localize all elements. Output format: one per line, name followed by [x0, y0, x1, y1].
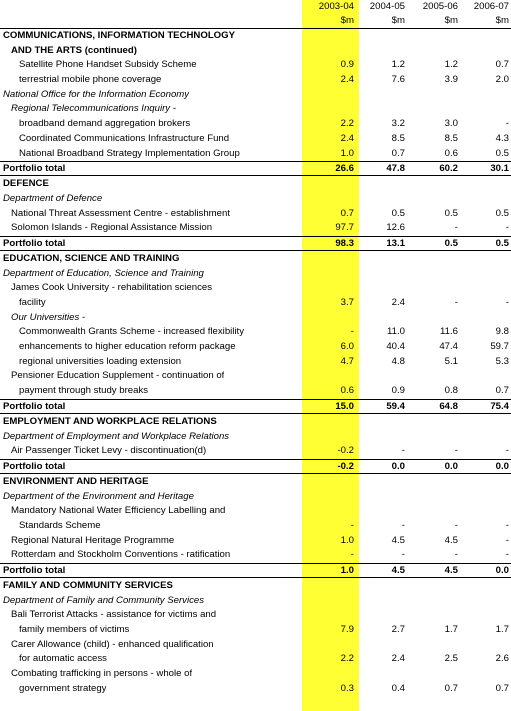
cell-2006-07: 59.7 [490, 341, 509, 353]
cell-2005-06: 3.9 [444, 74, 458, 86]
cell-2006-07: 0.0 [495, 565, 509, 576]
unit-row [0, 14, 511, 29]
section-heading-row [0, 475, 511, 490]
cell-2006-07: 1.7 [495, 624, 509, 636]
department-row [0, 311, 511, 326]
cell-2004-05: - [401, 549, 405, 561]
table-row [0, 623, 511, 638]
row-label: terrestrial mobile phone coverage [19, 74, 162, 86]
cell-2005-06: 0.6 [444, 147, 458, 159]
cell-2004-05: 0.4 [391, 682, 405, 694]
row-label: Regional Natural Heritage Programme [11, 534, 175, 546]
row-label: Portfolio total [3, 163, 66, 175]
cell-2004-05: 40.4 [386, 341, 405, 353]
table-row [0, 73, 511, 88]
department-row [0, 88, 511, 103]
department-row [0, 267, 511, 282]
unit-label: $m [340, 15, 354, 26]
row-label: Portfolio total [3, 237, 66, 249]
cell-2006-07: - [505, 445, 509, 457]
cell-2004-05: 0.5 [391, 207, 405, 219]
cell-2004-05: 47.8 [386, 163, 405, 175]
table-row [0, 548, 511, 563]
unit-label: $m [391, 15, 405, 26]
cell-2005-06: - [454, 519, 458, 531]
cell-2005-06: 60.2 [439, 163, 458, 175]
row-label: for automatic access [19, 653, 107, 665]
row-label: Mandatory National Water Efficiency Labelling and [11, 505, 226, 517]
cell-2003-04: - [350, 549, 354, 561]
cell-2004-05: 0.7 [391, 147, 405, 159]
row-label: Department of Education, Science and Training [3, 267, 204, 279]
row-label: Air Passenger Ticket Levy - discontinuation(d) [11, 445, 207, 457]
cell-2006-07: 0.5 [495, 237, 509, 249]
row-label: Portfolio total [3, 400, 66, 412]
table-row [0, 384, 511, 399]
cell-2003-04: 0.6 [340, 385, 354, 397]
row-label: COMMUNICATIONS, INFORMATION TECHNOLOGY [3, 30, 236, 41]
cell-2005-06: - [454, 549, 458, 561]
cell-2006-07: 9.8 [495, 326, 509, 338]
table-row [0, 281, 511, 296]
cell-2006-07: 0.7 [495, 59, 509, 71]
cell-2005-06: 8.5 [444, 132, 458, 144]
table-row [0, 369, 511, 384]
row-label: Department of Employment and Workplace Relations [3, 430, 230, 442]
row-label: Carer Allowance (child) - enhanced qualification [11, 638, 214, 650]
column-header: 2004-05 [369, 1, 405, 12]
cell-2004-05: 2.7 [391, 624, 405, 636]
table-row [0, 147, 511, 162]
cell-2003-04: 0.9 [340, 59, 354, 71]
cell-2003-04: 3.7 [340, 297, 354, 308]
cell-2004-05: 8.5 [391, 132, 405, 144]
unit-label: $m [444, 15, 458, 26]
row-label: Pensioner Education Supplement - continuation of [11, 370, 225, 382]
section-heading-row [0, 29, 511, 44]
cell-2003-04: 26.6 [335, 163, 354, 175]
table-row [0, 444, 511, 459]
table-row [0, 519, 511, 534]
row-label: Department of Family and Community Services [3, 594, 205, 606]
unit-label: $m [495, 15, 509, 26]
cell-2004-05: 0.9 [391, 385, 405, 397]
cell-2004-05: - [401, 519, 405, 531]
cell-2004-05: 7.6 [391, 74, 405, 86]
cell-2003-04: 15.0 [335, 400, 354, 412]
cell-2005-06: 0.5 [444, 237, 458, 249]
cell-2006-07: - [505, 297, 509, 308]
table-row [0, 117, 511, 132]
cell-2004-05: 4.5 [391, 534, 405, 546]
cell-2006-07: 30.1 [490, 163, 509, 175]
row-label: Rotterdam and Stockholm Conventions - ratification [11, 549, 231, 561]
row-label: enhancements to higher education reform package [19, 341, 236, 353]
cell-2006-07: 0.0 [495, 460, 509, 472]
cell-2005-06: 4.5 [444, 534, 458, 546]
row-label: regional universities loading extension [19, 355, 182, 367]
cell-2005-06: - [454, 222, 458, 234]
cell-2005-06: - [454, 297, 458, 308]
table-row [0, 58, 511, 73]
section-heading-row [0, 415, 511, 430]
cell-2005-06: 3.0 [444, 118, 458, 130]
cell-2004-05: 4.5 [391, 565, 405, 576]
cell-2003-04: 2.4 [340, 74, 354, 86]
cell-2005-06: 11.6 [440, 326, 458, 338]
cell-2004-05: 2.4 [391, 653, 405, 665]
cell-2003-04: 2.2 [340, 118, 354, 130]
table-row [0, 296, 511, 311]
row-label: DEFENCE [3, 178, 49, 190]
table-row [0, 355, 511, 370]
table-body [0, 29, 511, 697]
cell-2005-06: 0.8 [444, 385, 458, 397]
cell-2003-04: 98.3 [335, 237, 354, 249]
cell-2003-04: 7.9 [340, 624, 354, 636]
cell-2004-05: 0.0 [391, 460, 405, 472]
row-label: payment through study breaks [19, 385, 149, 397]
cell-2005-06: 5.1 [444, 355, 458, 367]
cell-2006-07: 2.0 [495, 74, 509, 86]
table-row [0, 132, 511, 147]
section-heading-row [0, 44, 511, 59]
cell-2005-06: 1.7 [444, 624, 458, 636]
cell-2003-04: 0.3 [340, 682, 354, 694]
cell-2003-04: -0.2 [337, 460, 354, 472]
cell-2003-04: - [350, 519, 354, 531]
cell-2006-07: 75.4 [490, 400, 509, 412]
cell-2006-07: 2.6 [495, 653, 509, 665]
cell-2003-04: 6.0 [340, 341, 354, 353]
cell-2003-04: 0.7 [340, 207, 354, 219]
row-label: Regional Telecommunications Inquiry - [11, 103, 176, 115]
cell-2003-04: 97.7 [335, 222, 354, 234]
row-label: Commonwealth Grants Scheme - increased flexibility [19, 326, 245, 338]
table-row [0, 652, 511, 667]
row-label: James Cook University - rehabilitation sciences [11, 282, 213, 294]
cell-2006-07: 5.3 [495, 355, 509, 367]
row-label: Combating trafficking in persons - whole of [11, 668, 193, 680]
section-heading-row [0, 177, 511, 192]
cell-2006-07: 0.7 [495, 385, 509, 397]
cell-2005-06: 2.5 [444, 653, 458, 665]
cell-2004-05: 59.4 [386, 400, 405, 412]
row-label: facility [19, 297, 46, 308]
column-header: 2003-04 [318, 1, 354, 12]
cell-2004-05: 1.2 [391, 59, 405, 71]
portfolio-total-row [0, 459, 511, 474]
row-label: Standards Scheme [19, 519, 101, 531]
table-row [0, 534, 511, 549]
cell-2004-05: 11.0 [387, 326, 405, 338]
row-label: Department of Defence [3, 192, 103, 204]
cell-2006-07: - [505, 222, 509, 234]
table-row [0, 325, 511, 340]
portfolio-total-row [0, 563, 511, 578]
row-label: Coordinated Communications Infrastructure Fund [19, 132, 230, 144]
row-label: National Broadband Strategy Implementation Group [19, 147, 240, 159]
cell-2005-06: 64.8 [439, 400, 458, 412]
cell-2005-06: 4.5 [444, 565, 458, 576]
table-row [0, 682, 511, 697]
cell-2005-06: 0.0 [444, 460, 458, 472]
portfolio-total-row [0, 236, 511, 251]
row-label: Portfolio total [3, 460, 66, 472]
department-row [0, 490, 511, 505]
row-label: EMPLOYMENT AND WORKPLACE RELATIONS [3, 415, 217, 427]
cell-2004-05: 3.2 [391, 118, 405, 130]
cell-2006-07: - [505, 549, 509, 561]
table-row [0, 340, 511, 355]
cell-2003-04: 2.2 [340, 653, 354, 665]
row-label: Our Universities - [11, 311, 86, 323]
row-label: National Threat Assessment Centre - establishment [11, 207, 230, 219]
cell-2003-04: 2.4 [340, 132, 354, 144]
cell-2006-07: - [505, 118, 509, 130]
cell-2006-07: 0.5 [495, 147, 509, 159]
table-row [0, 667, 511, 682]
row-label: ENVIRONMENT AND HERITAGE [3, 475, 149, 487]
row-label: AND THE ARTS (continued) [11, 44, 137, 56]
row-label: broadband demand aggregation brokers [19, 118, 191, 130]
cell-2004-05: 2.4 [391, 297, 405, 308]
cell-2005-06: 0.5 [444, 207, 458, 219]
table-row [0, 207, 511, 222]
row-label: EDUCATION, SCIENCE AND TRAINING [3, 252, 180, 264]
cell-2004-05: 13.1 [386, 237, 405, 249]
column-header: 2005-06 [422, 1, 458, 12]
cell-2003-04: - [350, 326, 354, 338]
cell-2006-07: - [505, 534, 509, 546]
cell-2005-06: - [454, 445, 458, 457]
cell-2003-04: -0.2 [337, 445, 354, 457]
section-heading-row [0, 579, 511, 594]
table-row [0, 221, 511, 236]
cell-2003-04: 4.7 [340, 355, 354, 367]
cell-2006-07: - [505, 519, 509, 531]
cell-2004-05: - [401, 445, 405, 457]
row-label: Portfolio total [3, 565, 66, 576]
row-label: government strategy [19, 682, 107, 694]
portfolio-total-row [0, 161, 511, 176]
cell-2005-06: 1.2 [444, 59, 458, 71]
cell-2004-05: 12.6 [386, 222, 405, 234]
department-row [0, 192, 511, 207]
section-heading-row [0, 252, 511, 267]
row-label: Satellite Phone Handset Subsidy Scheme [19, 59, 197, 71]
cell-2003-04: 1.0 [340, 534, 354, 546]
table-row [0, 638, 511, 653]
table-row [0, 504, 511, 519]
row-label: Bali Terrorist Attacks - assistance for victims and [11, 609, 217, 621]
department-row [0, 594, 511, 609]
portfolio-total-row [0, 399, 511, 414]
row-label: Department of the Environment and Heritage [3, 490, 194, 502]
row-label: Solomon Islands - Regional Assistance Mission [11, 222, 213, 234]
cell-2004-05: 4.8 [391, 355, 405, 367]
cell-2006-07: 0.5 [495, 207, 509, 219]
row-label: FAMILY AND COMMUNITY SERVICES [3, 580, 173, 591]
cell-2005-06: 0.7 [444, 682, 458, 694]
cell-2005-06: 47.4 [439, 341, 458, 353]
row-label: family members of victims [19, 624, 130, 636]
table-row [0, 608, 511, 623]
column-header-row [0, 0, 511, 14]
cell-2003-04: 1.0 [340, 565, 354, 576]
cell-2003-04: 1.0 [340, 147, 354, 159]
department-row [0, 102, 511, 117]
cell-2006-07: 4.3 [495, 132, 509, 144]
cell-2006-07: 0.7 [495, 682, 509, 694]
column-header: 2006-07 [473, 1, 509, 12]
department-row [0, 430, 511, 445]
row-label: National Office for the Information Economy [3, 88, 190, 100]
